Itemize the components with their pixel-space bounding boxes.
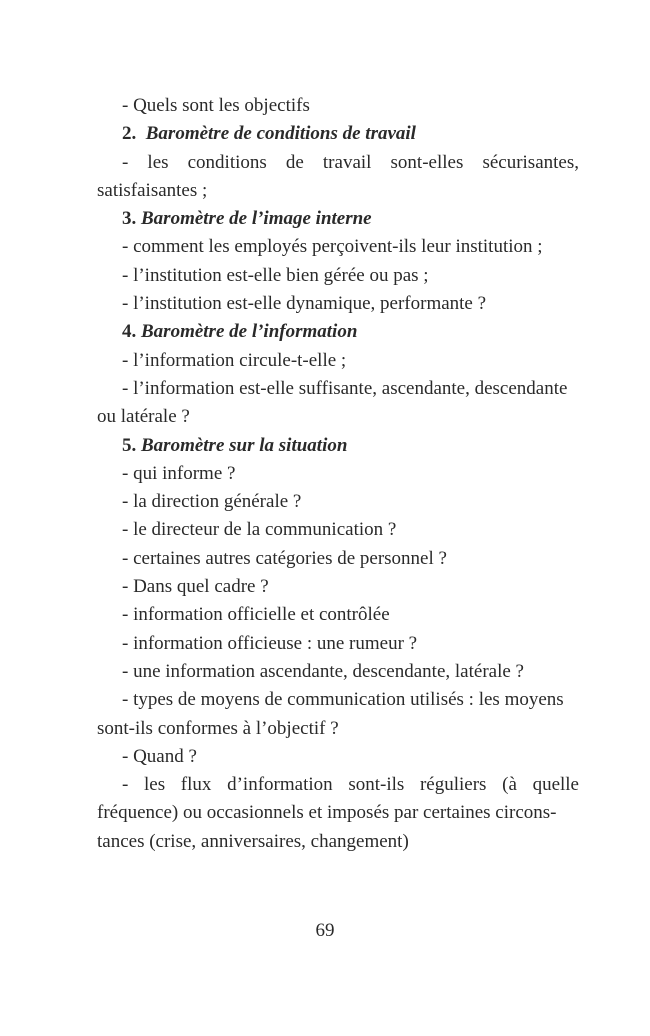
list-item: - le directeur de la communication ? — [122, 519, 397, 541]
list-item: - les conditions de travail sont-elles sécurisantes, — [122, 151, 579, 173]
list-item: - qui informe ? — [122, 462, 236, 484]
list-item-continuation: tances (crise, anniversaires, changement) — [97, 830, 409, 852]
section-heading — [97, 120, 579, 148]
list-item: - l’information est-elle suffisante, ascendante, descendante — [122, 377, 568, 399]
section-heading — [97, 318, 579, 346]
section-heading — [97, 205, 579, 233]
list-item: - Quels sont les objectifs — [122, 95, 310, 116]
section-number: 2. — [122, 123, 137, 145]
list-item-continuation: ou latérale ? — [97, 406, 190, 428]
list-item: - comment les employés perçoivent-ils leur institution ; — [122, 236, 543, 258]
list-item: - Dans quel cadre ? — [122, 576, 269, 598]
section-number: 5. — [122, 434, 137, 456]
list-item: - information officielle et contrôlée — [122, 604, 390, 626]
list-item: - l’institution est-elle dynamique, performante ? — [122, 293, 487, 315]
page-number: 69 — [315, 920, 335, 941]
section-title: Baromètre sur la situation — [141, 434, 348, 456]
list-item: - certaines autres catégories de personnel ? — [122, 547, 447, 569]
section-heading — [97, 432, 579, 460]
list-item: - une information ascendante, descendante, latérale ? — [122, 660, 524, 682]
page-body — [97, 92, 579, 856]
list-item: - les flux d’information sont-ils réguliers (à quelle — [122, 774, 579, 796]
list-item-continuation: satisfaisantes ; — [97, 179, 208, 201]
list-item: - l’information circule-t-elle ; — [122, 349, 347, 371]
list-item: - Quand ? — [122, 745, 197, 767]
section-number: 3. — [122, 208, 137, 230]
list-item: - types de moyens de communication utilisés : les moyens — [122, 689, 564, 711]
list-item: - information officieuse : une rumeur ? — [122, 632, 418, 654]
section-number: 4. — [122, 321, 137, 343]
list-item: - la direction générale ? — [122, 491, 302, 513]
section-title: Baromètre de l’image interne — [141, 208, 372, 230]
list-item: - l’institution est-elle bien gérée ou pas ; — [122, 264, 429, 286]
section-title: Baromètre de l’information — [141, 321, 358, 343]
section-title: Baromètre de conditions de travail — [145, 123, 416, 145]
list-item-continuation: sont-ils conformes à l’objectif ? — [97, 717, 339, 739]
list-item-continuation: fréquence) ou occasionnels et imposés par certaines circons- — [97, 802, 557, 824]
